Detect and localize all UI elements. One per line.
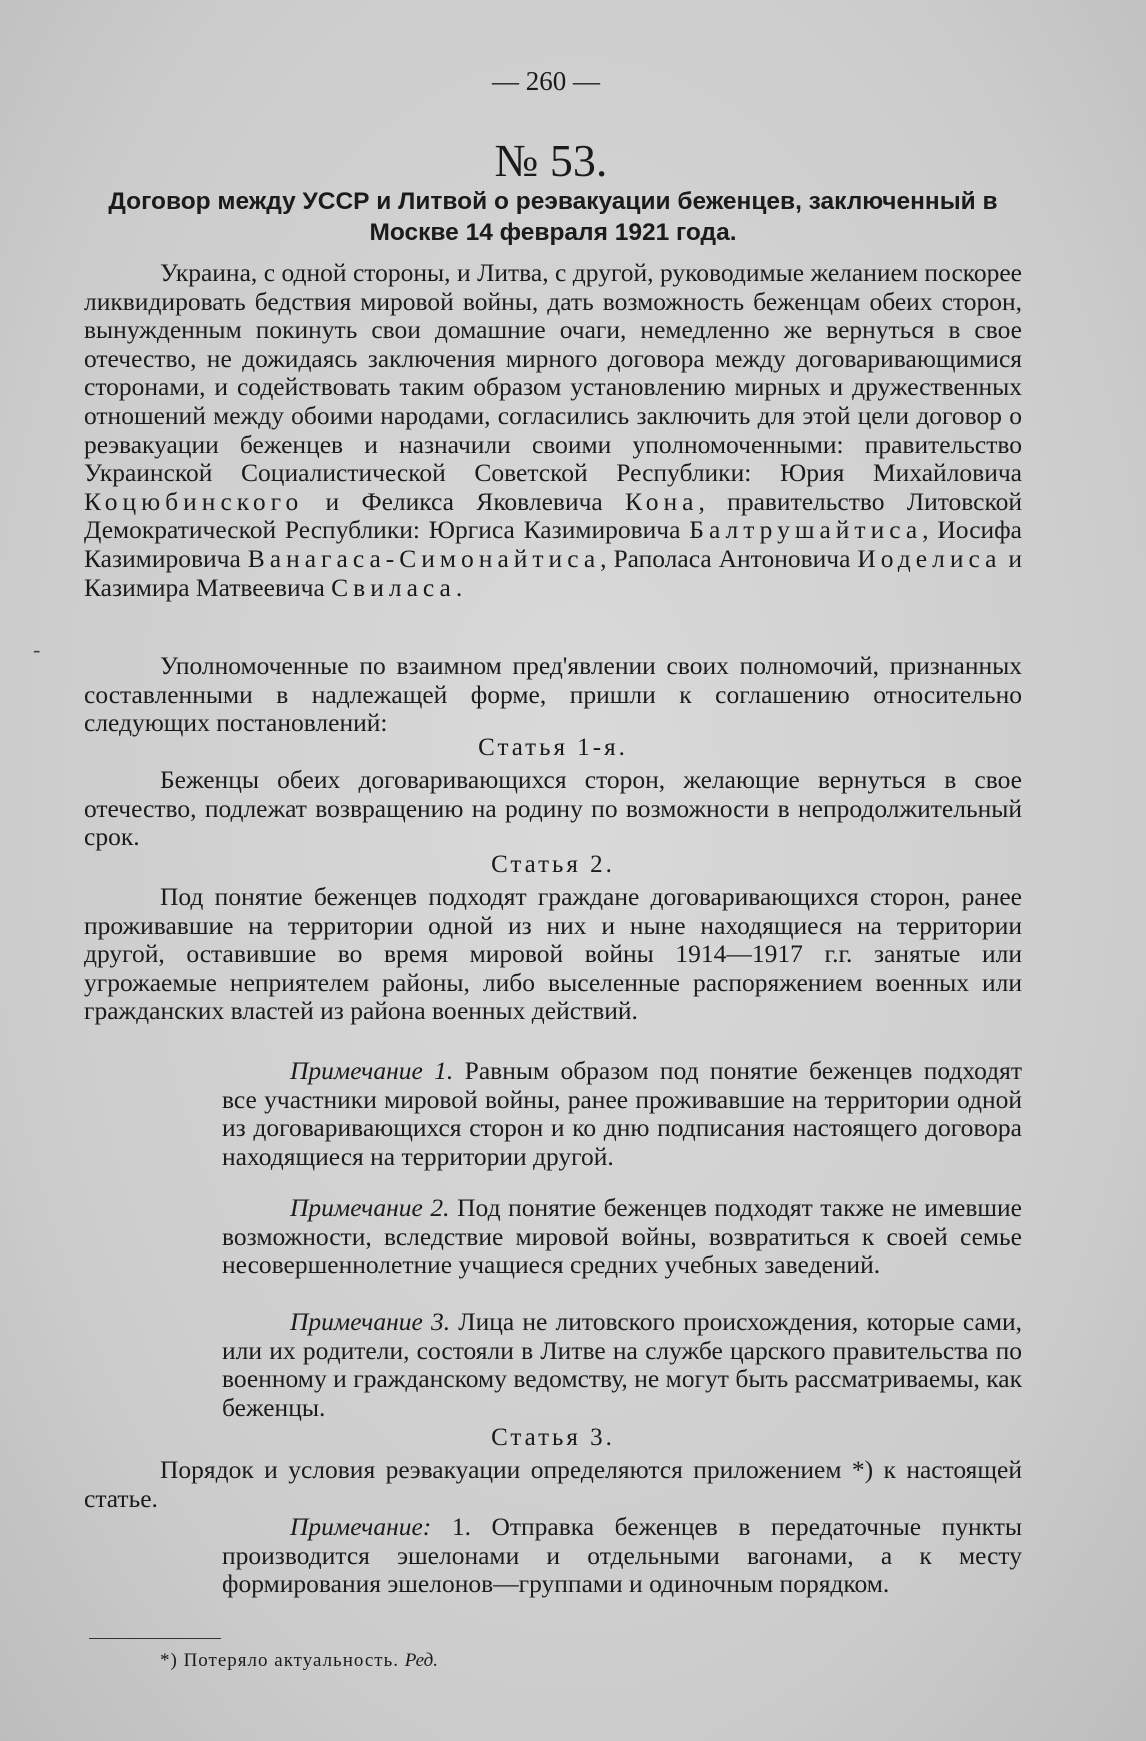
editor-mark: Ред. — [404, 1650, 439, 1671]
document-number: № 53. — [494, 135, 608, 186]
name-kon: Кона — [625, 486, 699, 516]
name-vanagas-simonaitis: Ванагаса-Симонайтиса — [247, 543, 601, 573]
article-1 — [84, 766, 1022, 852]
article-3-note: Примечание: 1. Отправка беженцев в передаточные пункты производится эшелонами и отдельными вагонами, а к месту формирования эшелонов—группами и одиночным порядком. — [222, 1512, 1022, 1599]
page-number: — 260 — — [492, 66, 600, 96]
footnote: *) Потеряло актуальность. Ред. — [160, 1650, 439, 1671]
article-3-heading: Статья 3. — [491, 1424, 615, 1451]
article-2-heading: Статья 2. — [491, 851, 615, 878]
article-2-note-3: Примечание 3. Лица не литовского происхождения, которые сами, или их родители, состояли в Литве на службе царского правительства по военному и гражданскому ведомству, не могут быть рассматриваемы, как беженцы. — [222, 1307, 1022, 1422]
article-2-text: Под понятие беженцев подходят граждане договаривающихся сторон, ранее проживавшие на территории одной из них и ныне находящиеся на территории другой, оставившие во время мировой войны 1914—1917 г.г. занятые или угрожаемые неприятелем районы, либо выселенные распоряжением военных или гражданских властей из района военных действий. — [84, 882, 1022, 1026]
authority-section — [84, 652, 1022, 738]
note-label: Примечание: — [290, 1512, 432, 1541]
article-2-note-2: Примечание 2. Под понятие беженцев подходят также не имевшие возможности, вследствие мировой войны, возвратиться к своей семье несовершеннолетние учащиеся средних учебных заведений. — [222, 1193, 1022, 1280]
name-baltrushaitis: Балтрушайтиса — [689, 515, 923, 545]
name-iodelis: Иоделиса — [857, 543, 1002, 573]
margin-mark: - — [33, 637, 41, 662]
preamble — [84, 259, 1022, 602]
authority-paragraph: Уполномоченные по взаимном пред'явлении своих полномочий, признанных составленными в надлежащей форме, пришли к соглашению относительно следующих постановлений: — [84, 651, 1022, 738]
article-2 — [84, 883, 1022, 1026]
document-title: Договор между УССР и Литвой о реэвакуации беженцев, заключенный в Москве 14 февраля 1921 года. — [108, 188, 998, 246]
note-label: Примечание 1. — [290, 1056, 454, 1085]
name-svilas: Свиласа — [331, 572, 456, 602]
preamble-paragraph: Украина, с одной стороны, и Литва, с другой, руководимые желанием поскорее ликвидировать бедствия мировой войны, дать возможность беженцам обеих сторон, вынужденным покинуть свои домашние очаги, немедленно же вернуться в свое отечество, не дожидаясь заключения мирного договора между договаривающимися сторонами, и содействовать таким образом установлению мирных и дружественных отношений между обоими народами, согласились заключить для этой цели договор о реэвакуации беженцев и назначили своими уполномоченными: правительство Украинской Социалистической Советской Республики: Юрия Михайловича Коцюбинского и Феликса Яковлевича Кона, правительство Литовской Демократической Республики: Юргиса Казимировича Балтрушайтиса, Иосифа Казимировича Ванагаса-Симонайтиса, Раполаса Антоновича Иоделиса и Казимира Матвеевича Свиласа. — [84, 258, 1022, 602]
article-1-heading: Статья 1-я. — [478, 734, 628, 761]
footnote-rule — [89, 1638, 221, 1639]
note-label: Примечание 2. — [290, 1193, 450, 1222]
article-3 — [84, 1456, 1022, 1513]
article-3-text: Порядок и условия реэвакуации определяются приложением *) к настоящей статье. — [84, 1455, 1022, 1513]
note-label: Примечание 3. — [290, 1307, 451, 1336]
article-2-note-1: Примечание 1. Равным образом под понятие беженцев подходят все участники мировой войны, ранее проживавшие на территории одной из договаривающихся сторон и ко дню подписания настоящего договора находящиеся на территории другой. — [222, 1056, 1023, 1171]
article-1-text: Беженцы обеих договаривающихся сторон, желающие вернуться в свое отечество, подлежат возвращению на родину по возможности в непродолжительный срок. — [84, 765, 1022, 852]
name-kotsyubinsky: Коцюбинского — [84, 486, 304, 516]
